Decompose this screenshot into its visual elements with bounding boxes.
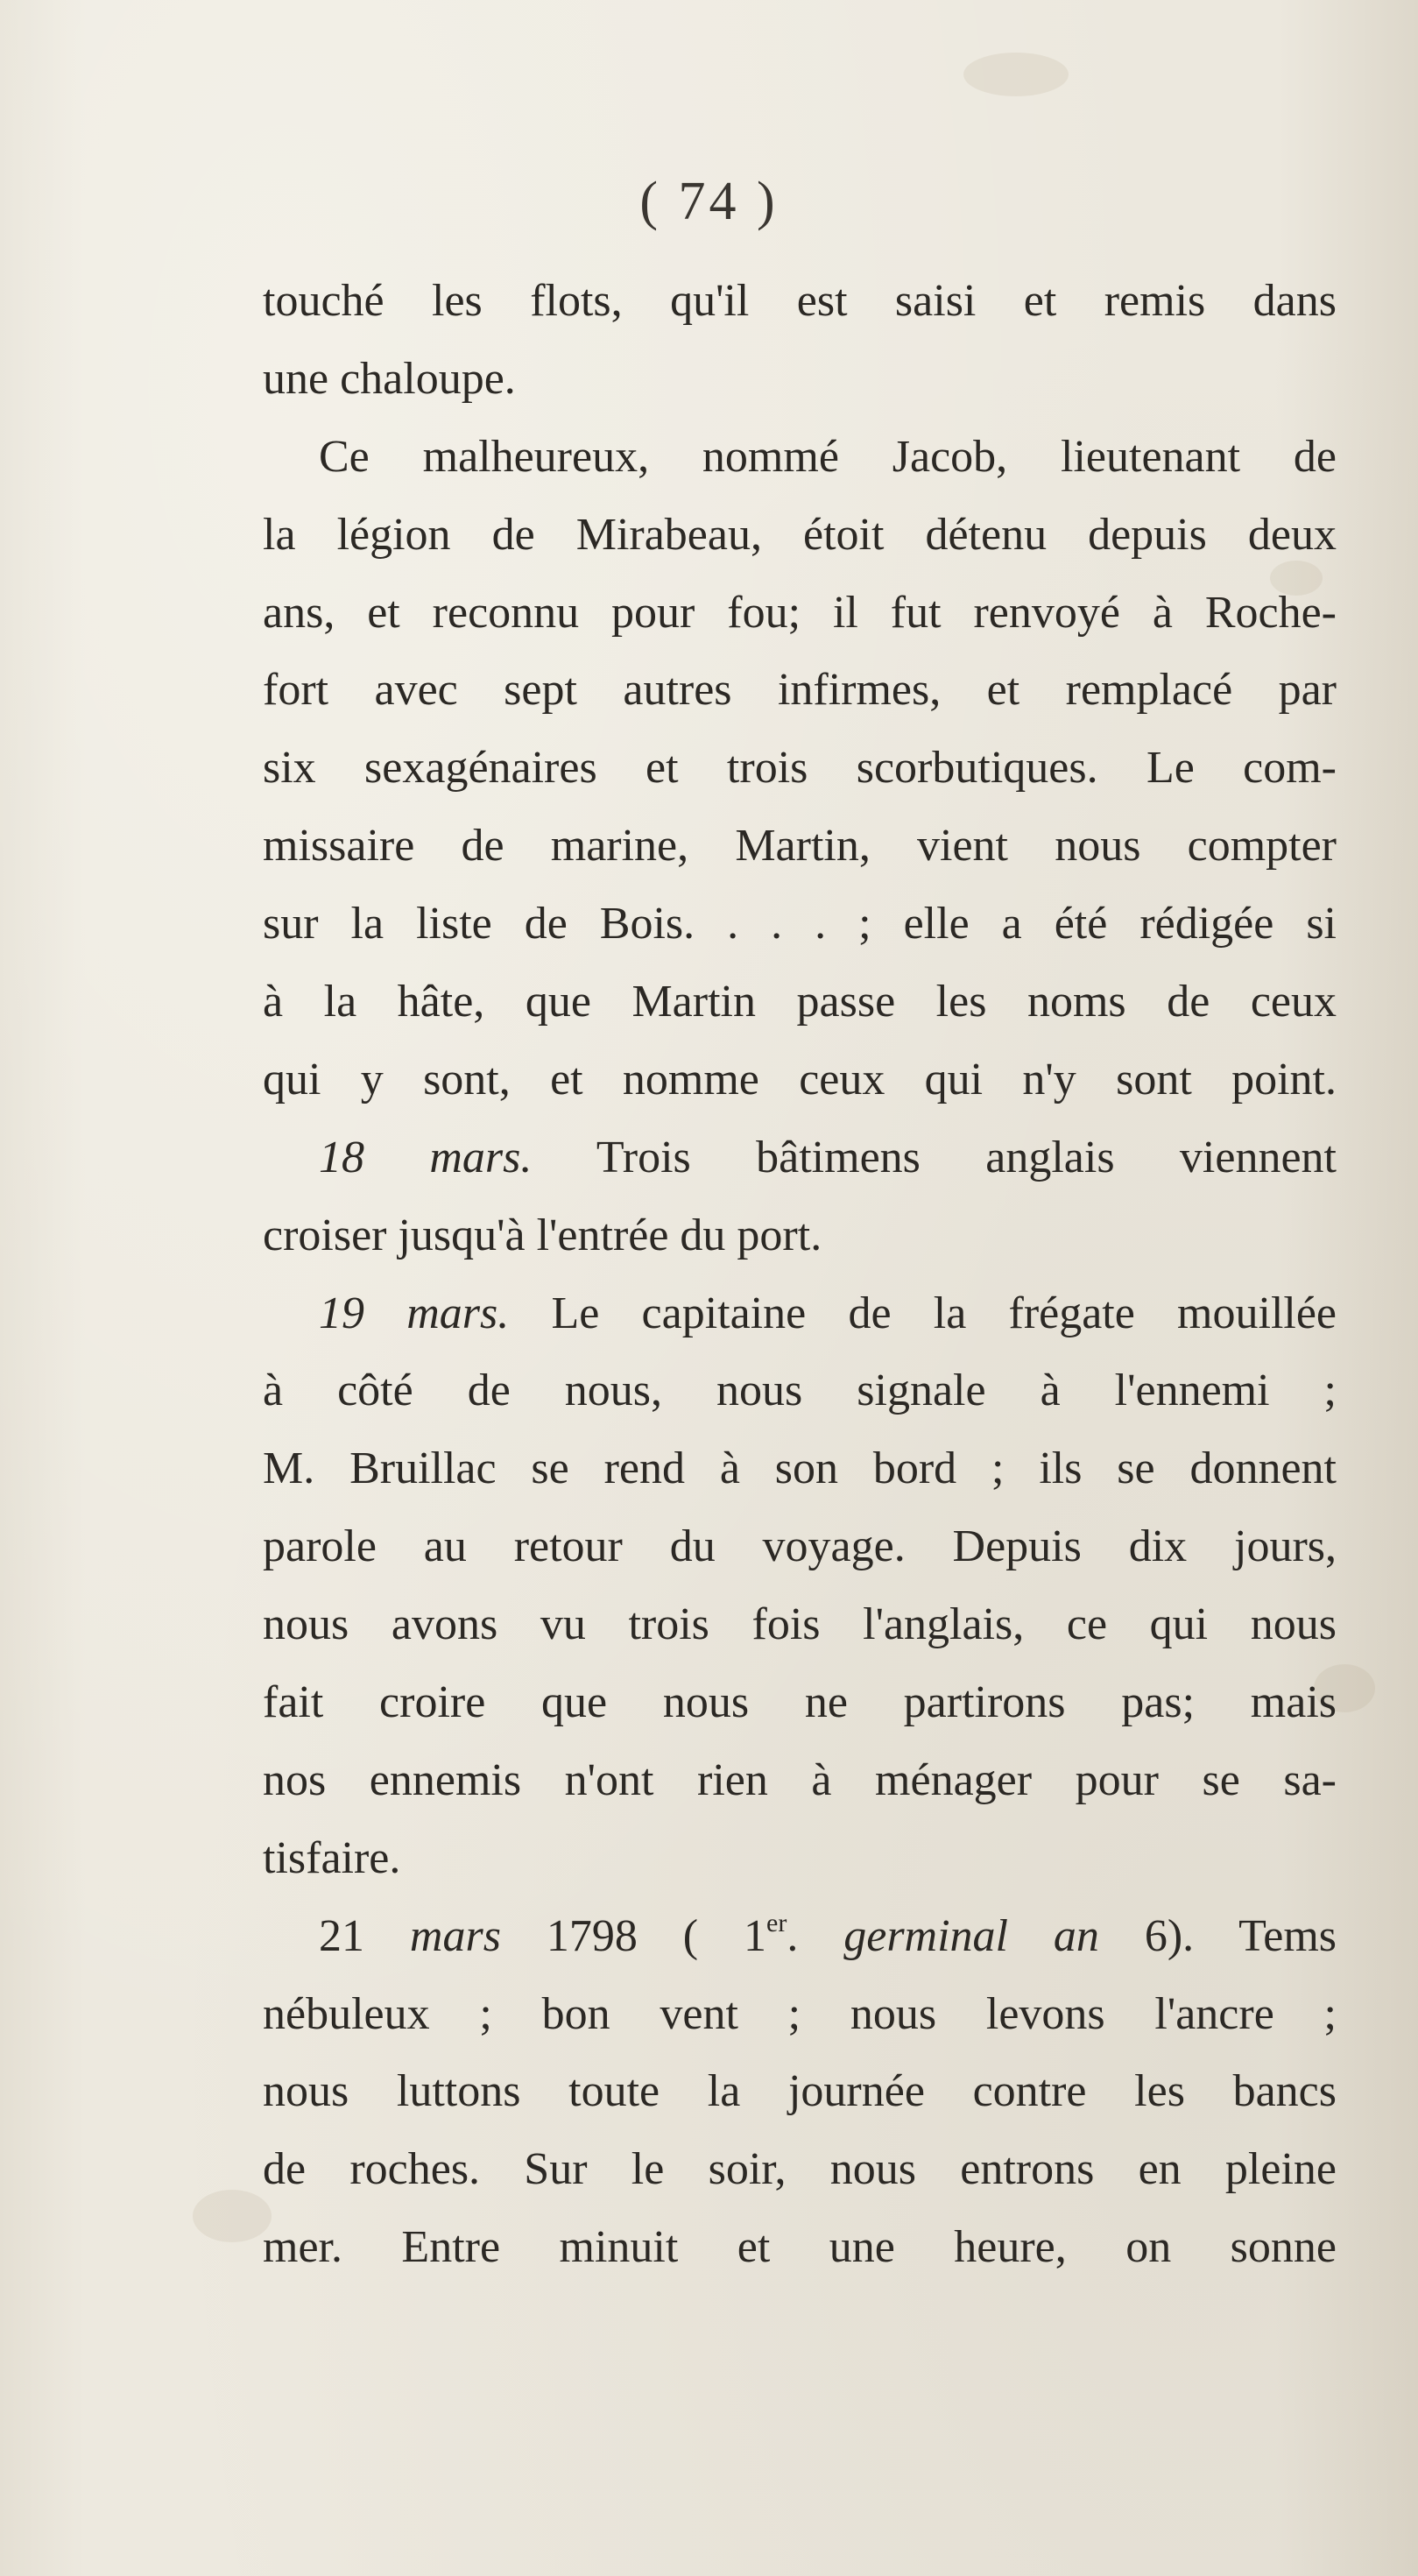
text-line: la légion de Mirabeau, étoit détenu depuis deux	[263, 509, 1337, 560]
entry-date: 18 mars.	[319, 1132, 533, 1182]
text-line: qui y sont, et nomme ceux qui n'y sont point.	[263, 1054, 1337, 1105]
text-line: parole au retour du voyage. Depuis dix jours,	[263, 1521, 1337, 1572]
page-number: ( 74 )	[639, 172, 779, 231]
entry-date: 19 mars.	[319, 1288, 510, 1338]
text-line: touché les flots, qu'il est saisi et remis dans	[263, 276, 1337, 326]
text-line: tisfaire.	[263, 1832, 401, 1883]
text-line: nébuleux ; bon vent ; nous levons l'ancre ;	[263, 1988, 1337, 2039]
text-line: fort avec sept autres infirmes, et remplacé par	[263, 665, 1337, 716]
text-line: fait croire que nous ne partirons pas; mais	[263, 1677, 1337, 1728]
text-line: nous luttons toute la journée contre les bancs	[263, 2066, 1337, 2117]
text-line: de roches. Sur le soir, nous entrons en pleine	[263, 2144, 1337, 2195]
entry-date-republican: germinal an	[843, 1910, 1099, 1961]
text-line: M. Bruillac se rend à son bord ; ils se donnent	[263, 1443, 1337, 1494]
text-line: croiser jusqu'à l'entrée du port.	[263, 1210, 822, 1260]
diary-entry-21-mars: 21 mars 1798 ( 1er. germinal an 6). Tems	[319, 1908, 1337, 1961]
text-line: mer. Entre minuit et une heure, on sonne	[263, 2222, 1337, 2273]
text-line: ans, et reconnu pour fou; il fut renvoyé à Roche-	[263, 587, 1337, 638]
text-line: nous avons vu trois fois l'anglais, ce qui nous	[263, 1599, 1337, 1650]
diary-entry-18-mars: 18 mars. Trois bâtimens anglais viennent	[319, 1132, 1337, 1182]
text-line: une chaloupe.	[263, 353, 516, 404]
text-line: à côté de nous, nous signale à l'ennemi ;	[263, 1366, 1337, 1416]
diary-entry-19-mars: 19 mars. Le capitaine de la frégate mouillée	[319, 1288, 1337, 1338]
superscript: er	[766, 1908, 787, 1937]
text-line: sur la liste de Bois. . . . ; elle a été rédigée si	[263, 899, 1337, 949]
entry-date: mars	[409, 1910, 501, 1961]
text-line: Ce malheureux, nommé Jacob, lieutenant de	[319, 431, 1337, 482]
text-line: à la hâte, que Martin passe les noms de ceux	[263, 977, 1337, 1027]
body-text	[263, 263, 1337, 2287]
foxing-stain	[193, 2190, 272, 2242]
text-line: nos ennemis n'ont rien à ménager pour se sa-	[263, 1754, 1337, 1805]
foxing-stain	[963, 53, 1069, 96]
text-line: missaire de marine, Martin, vient nous compter	[263, 821, 1337, 872]
text-line: six sexagénaires et trois scorbutiques. Le com-	[263, 743, 1337, 794]
